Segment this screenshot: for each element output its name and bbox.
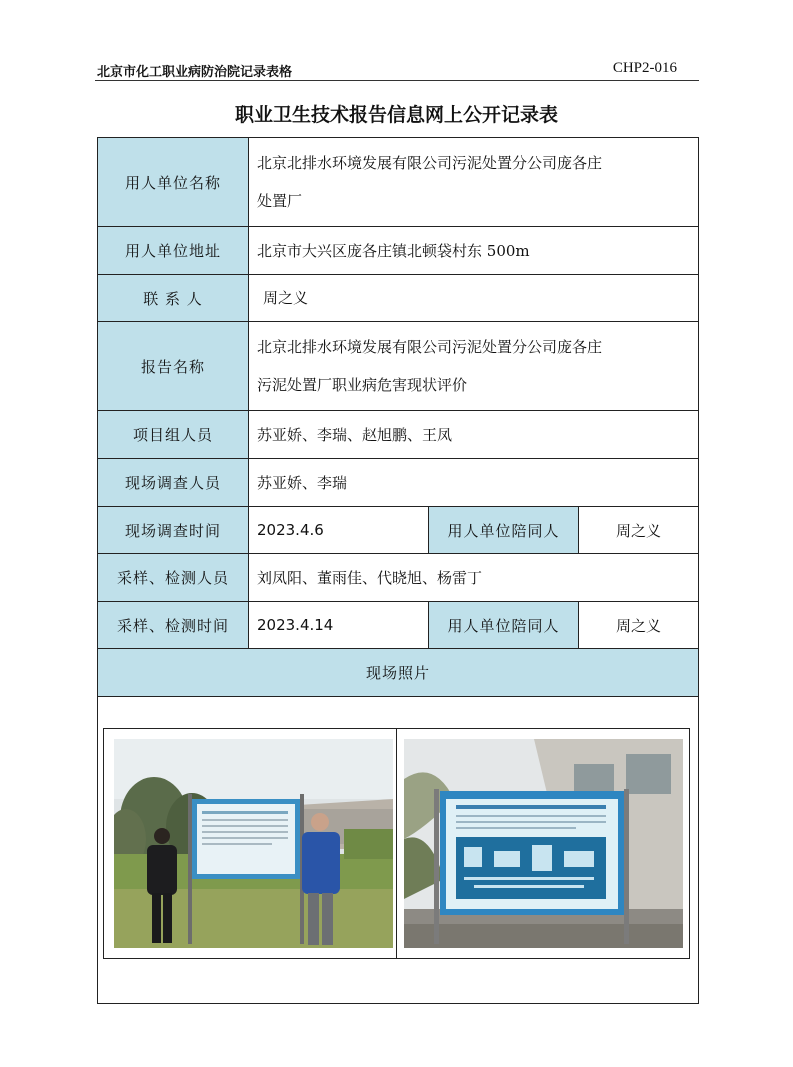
row-photos-header <box>98 649 699 697</box>
row-survey-staff <box>98 459 699 507</box>
label-photos: 现场照片 <box>98 649 699 697</box>
employer-name-line1: 北京北排水环境发展有限公司污泥处置分公司庞各庄 <box>257 154 603 172</box>
value-survey-time: 2023.4.6 <box>249 507 429 554</box>
label-contact: 联 系 人 <box>98 275 249 322</box>
site-photo-2-image <box>404 739 683 948</box>
photos-divider <box>396 729 397 958</box>
value-employer-name <box>249 138 699 227</box>
label-employer-address: 用人单位地址 <box>98 227 249 275</box>
record-table <box>97 137 699 1004</box>
label-project-members: 项目组人员 <box>98 411 249 459</box>
header-divider <box>95 80 699 81</box>
value-employer-address: 北京市大兴区庞各庄镇北顿袋村东 500m <box>249 227 699 275</box>
label-survey-staff: 现场调查人员 <box>98 459 249 507</box>
report-name-line2: 污泥处置厂职业病危害现状评价 <box>257 376 468 394</box>
photos-frame <box>103 728 690 959</box>
employer-name-line2: 处置厂 <box>257 192 303 210</box>
form-code: CHP2-016 <box>612 60 677 76</box>
value-survey-companion: 周之义 <box>579 507 699 554</box>
label-sampling-time: 采样、检测时间 <box>98 602 249 649</box>
label-sampling-companion: 用人单位陪同人 <box>429 602 579 649</box>
photos-cell <box>98 697 699 1004</box>
label-sampling-staff: 采样、检测人员 <box>98 554 249 602</box>
value-sampling-companion: 周之义 <box>579 602 699 649</box>
row-report-name <box>98 322 699 411</box>
row-survey-time <box>98 507 699 554</box>
row-employer-name <box>98 138 699 227</box>
value-sampling-staff: 刘凤阳、董雨佳、代晓旭、杨雷丁 <box>249 554 699 602</box>
page-title: 职业卫生技术报告信息网上公开记录表 <box>234 104 558 126</box>
label-report-name: 报告名称 <box>98 322 249 411</box>
value-survey-staff: 苏亚娇、李瑞 <box>249 459 699 507</box>
label-employer-name: 用人单位名称 <box>98 138 249 227</box>
label-survey-time: 现场调查时间 <box>98 507 249 554</box>
row-contact <box>98 275 699 322</box>
report-name-line1: 北京北排水环境发展有限公司污泥处置分公司庞各庄 <box>257 338 603 356</box>
form-org-name: 北京市化工职业病防治院记录表格 <box>97 65 293 80</box>
label-survey-companion: 用人单位陪同人 <box>429 507 579 554</box>
row-project-members <box>98 411 699 459</box>
site-photo-1-image <box>114 739 393 948</box>
row-photos <box>98 697 699 1004</box>
site-photo-1 <box>114 739 393 948</box>
value-sampling-time: 2023.4.14 <box>249 602 429 649</box>
row-employer-address <box>98 227 699 275</box>
value-contact: 周之义 <box>249 275 699 322</box>
row-sampling-time <box>98 602 699 649</box>
value-report-name <box>249 322 699 411</box>
site-photo-2 <box>404 739 683 948</box>
row-sampling-staff <box>98 554 699 602</box>
value-project-members: 苏亚娇、李瑞、赵旭鹏、王凤 <box>249 411 699 459</box>
